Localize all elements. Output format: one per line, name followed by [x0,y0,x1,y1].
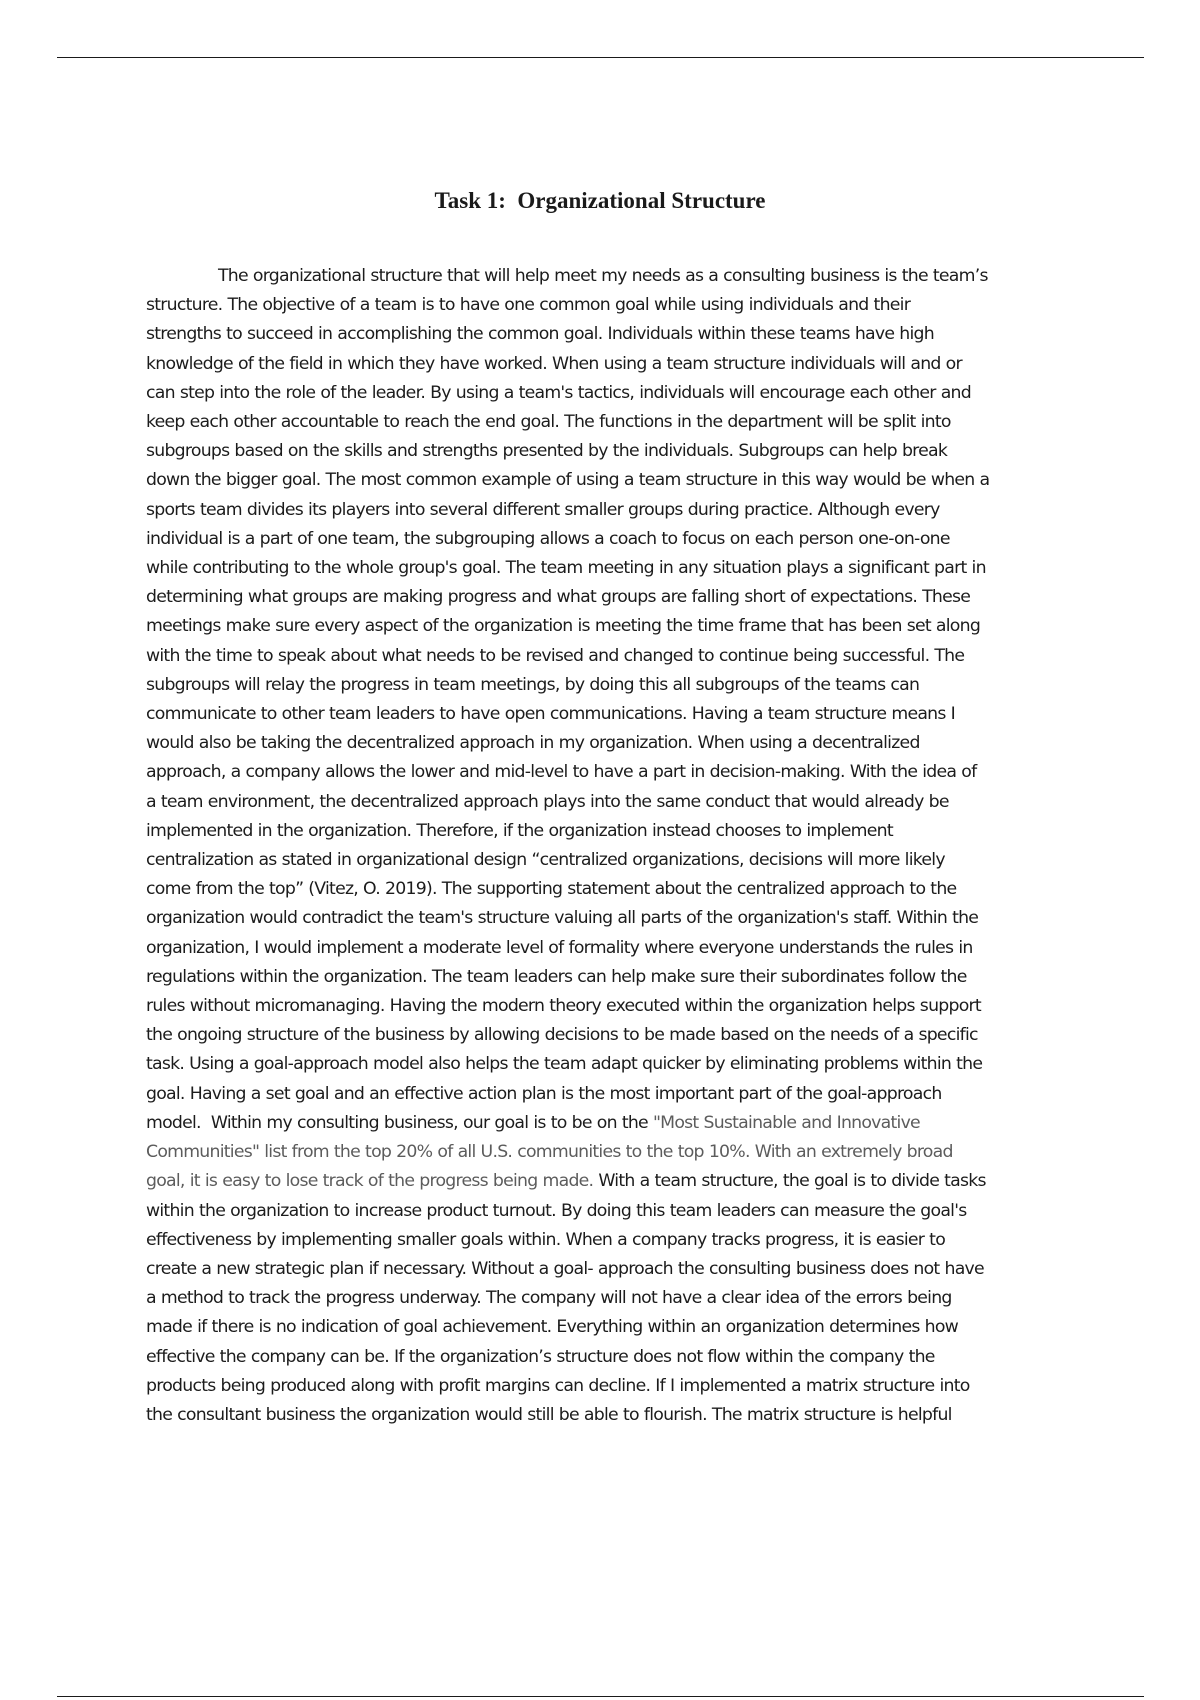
text-line: strengths to succeed in accomplishing the common goal. Individuals within these teams have high [146,324,934,345]
header-rule [57,57,1144,58]
text-line: task. Using a goal-approach model also helps the team adapt quicker by eliminating problems within the [146,1054,983,1075]
footer-rule [57,1696,1144,1697]
text-line: effectiveness by implementing smaller goals within. When a company tracks progress, it is easier to [146,1229,946,1250]
text-line: determining what groups are making progress and what groups are falling short of expectations. These [146,587,971,608]
text-line: within the organization to increase product turnout. By doing this team leaders can measure the goal's [146,1200,967,1221]
text-line: organization, I would implement a moderate level of formality where everyone understands the rules in [146,937,973,958]
quoted-fragment: goal, it is easy to lose track of the progress being made. [146,1171,594,1192]
text-line: sports team divides its players into several different smaller groups during practice. Although every [146,499,940,520]
quoted-fragment: "Most Sustainable and Innovative [652,1112,920,1133]
text-line: effective the company can be. If the organization’s structure does not flow within the company the [146,1346,935,1367]
text-line: organization would contradict the team's structure valuing all parts of the organization's staff. Within the [146,908,979,929]
text-line: down the bigger goal. The most common example of using a team structure in this way would be when a [146,470,990,491]
text-fragment: model. Within my consulting business, our goal is to be on the [146,1112,653,1133]
text-line: centralization as stated in organizational design “centralized organizations, decisions will more likely [146,850,945,871]
text-line: with the time to speak about what needs to be revised and changed to continue being successful. The [146,645,965,666]
text-line [146,1109,1096,1138]
text-line: meetings make sure every aspect of the organization is meeting the time frame that has been set along [146,616,981,637]
text-line: products being produced along with profit margins can decline. If I implemented a matrix structure into [146,1375,970,1396]
text-line: approach, a company allows the lower and mid-level to have a part in decision-making. With the idea of [146,762,977,783]
text-line: rules without micromanaging. Having the modern theory executed within the organization helps support [146,996,981,1017]
text-line: The organizational structure that will help meet my needs as a consulting business is the team’s [218,266,988,286]
text-line: the consultant business the organization would still be able to flourish. The matrix structure is helpful [146,1404,952,1425]
text-line: structure. The objective of a team is to have one common goal while using individuals and their [146,295,911,316]
text-line: keep each other accountable to reach the end goal. The functions in the department will be split into [146,412,951,433]
text-line: subgroups based on the skills and strengths presented by the individuals. Subgroups can help break [146,441,948,462]
text-line: communicate to other team leaders to have open communications. Having a team structure means I [146,704,956,725]
text-line: implemented in the organization. Therefore, if the organization instead chooses to implement [146,820,893,841]
text-line: Communities" list from the top 20% of all U.S. communities to the top 10%. With an extremely broad [146,1142,953,1163]
text-line: would also be taking the decentralized approach in my organization. When using a decentralized [146,733,920,754]
text-line: knowledge of the field in which they have worked. When using a team structure individuals will and or [146,353,962,374]
text-line: while contributing to the whole group's goal. The team meeting in any situation plays a significant part in [146,558,986,579]
text-line [146,1167,1096,1196]
text-line: the ongoing structure of the business by allowing decisions to be made based on the needs of a specific [146,1025,978,1046]
text-line: made if there is no indication of goal achievement. Everything within an organization determines how [146,1317,959,1338]
text-line: goal. Having a set goal and an effective action plan is the most important part of the goal-approach [146,1083,942,1104]
text-line: create a new strategic plan if necessary. Without a goal- approach the consulting business does not have [146,1258,984,1279]
text-line: individual is a part of one team, the subgrouping allows a coach to focus on each person one-on-one [146,528,950,549]
body-paragraph [146,262,1096,1430]
page-title: Task 1: Organizational Structure [434,188,766,213]
text-fragment: With a team structure, the goal is to divide tasks [593,1171,986,1192]
text-line: come from the top” (Vitez, O. 2019). The supporting statement about the centralized approach to the [146,879,957,900]
text-line: a method to track the progress underway. The company will not have a clear idea of the errors being [146,1288,952,1309]
text-line: can step into the role of the leader. By using a team's tactics, individuals will encourage each other and [146,382,971,403]
text-line: a team environment, the decentralized approach plays into the same conduct that would already be [146,791,949,812]
text-line: subgroups will relay the progress in team meetings, by doing this all subgroups of the teams can [146,674,920,695]
text-line: regulations within the organization. The team leaders can help make sure their subordinates follow the [146,966,967,987]
